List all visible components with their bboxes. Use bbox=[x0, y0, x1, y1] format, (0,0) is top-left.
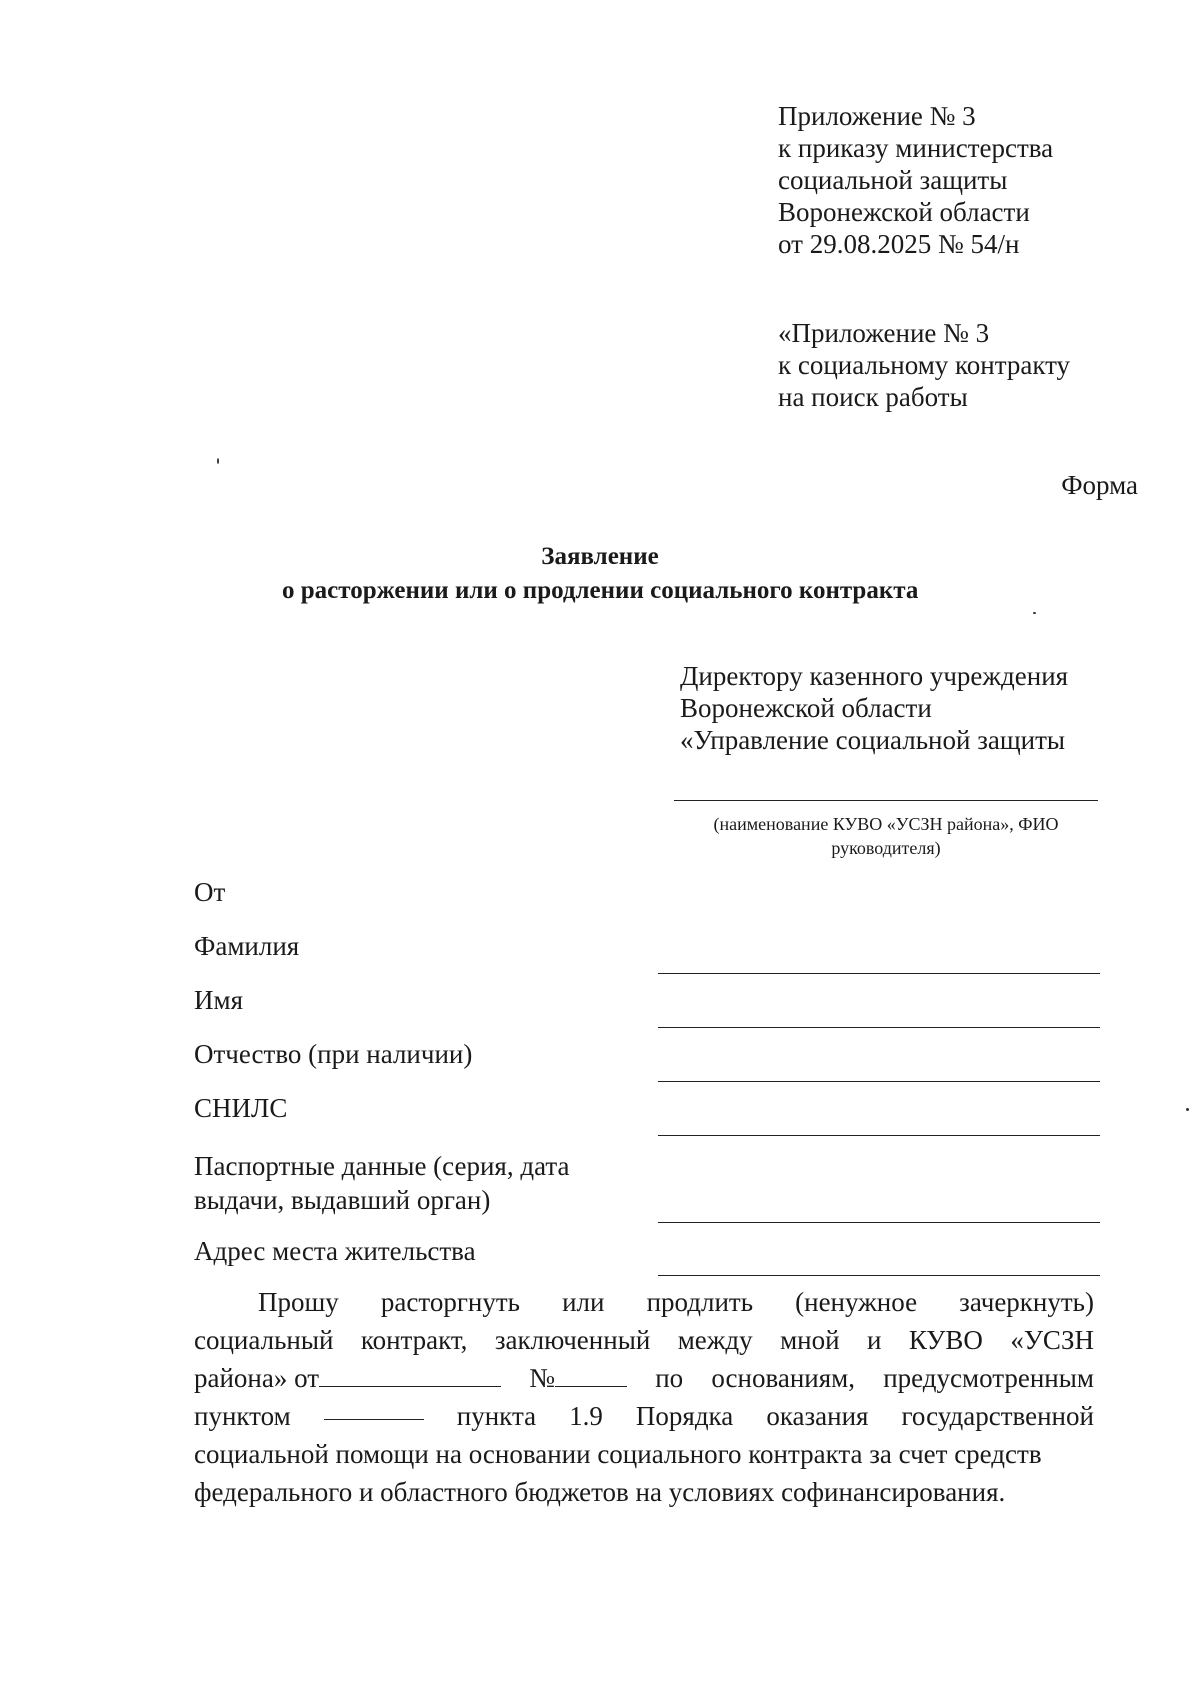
word: (ненужное bbox=[795, 1287, 918, 1317]
word: «УСЗН bbox=[1010, 1325, 1094, 1355]
request-paragraph bbox=[194, 1283, 1094, 1511]
address-label: Адрес места жительства bbox=[194, 1236, 476, 1266]
snils-label: СНИЛС bbox=[194, 1093, 288, 1123]
word: мной bbox=[780, 1325, 840, 1355]
sentence-part: федерального и областного бюджетов на условиях софинансирования. bbox=[194, 1477, 1006, 1507]
first-name-field[interactable] bbox=[658, 1027, 1100, 1028]
appendix-contract-block bbox=[778, 317, 1070, 413]
word: зачеркнуть) bbox=[959, 1287, 1094, 1317]
surname-field[interactable] bbox=[658, 973, 1100, 974]
surname-label: Фамилия bbox=[194, 931, 300, 961]
first-name-label: Имя bbox=[194, 985, 244, 1015]
passport-field[interactable] bbox=[658, 1222, 1100, 1223]
addressee-line: Директору казенного учреждения bbox=[680, 661, 1069, 691]
request-line-5 bbox=[194, 1435, 1094, 1473]
word: расторгнуть bbox=[380, 1287, 520, 1317]
patronymic-label: Отчество (при наличии) bbox=[194, 1039, 473, 1069]
appendix-contract-line: на поиск работы bbox=[778, 382, 968, 412]
scan-speck bbox=[217, 458, 219, 464]
request-line-2 bbox=[194, 1321, 1094, 1359]
appendix-order-line: Приложение № 3 bbox=[778, 101, 976, 131]
word: предусмотренным bbox=[883, 1363, 1094, 1393]
word: оказания bbox=[766, 1401, 869, 1431]
request-line-4 bbox=[194, 1397, 1094, 1435]
scan-speck bbox=[1033, 612, 1036, 614]
addressee-block bbox=[680, 660, 1068, 756]
word: Прошу bbox=[258, 1287, 339, 1317]
scan-speck bbox=[1186, 1108, 1189, 1111]
clause-number-blank[interactable] bbox=[324, 1397, 424, 1420]
addressee-caption-line: руководителя) bbox=[831, 838, 941, 858]
sentence-part: социальной помощи на основании социального контракта за счет средств bbox=[194, 1439, 1042, 1469]
word: 1.9 bbox=[569, 1401, 603, 1431]
contract-number-blank[interactable] bbox=[555, 1364, 627, 1387]
appendix-order-line: к приказу министерства bbox=[778, 133, 1054, 163]
word: основаниям, bbox=[711, 1363, 855, 1393]
word: пункта bbox=[456, 1401, 537, 1431]
patronymic-field[interactable] bbox=[658, 1081, 1100, 1082]
word: контракт, bbox=[360, 1325, 468, 1355]
passport-label-cont: выдачи, выдавший орган) bbox=[194, 1185, 491, 1215]
word: № bbox=[529, 1363, 556, 1393]
request-line-6 bbox=[194, 1473, 1094, 1511]
word: пунктом bbox=[194, 1401, 291, 1431]
passport-label: Паспортные данные (серия, дата bbox=[194, 1151, 570, 1181]
word: или bbox=[562, 1287, 605, 1317]
addressee-line: Воронежской области bbox=[680, 693, 932, 723]
request-line-3 bbox=[194, 1359, 1094, 1397]
word: КУВО bbox=[908, 1325, 983, 1355]
word: государственной bbox=[901, 1401, 1094, 1431]
word: Порядка bbox=[635, 1401, 734, 1431]
word: по bbox=[655, 1363, 684, 1393]
addressee-fill-line[interactable] bbox=[674, 800, 1098, 801]
appendix-contract-line: «Приложение № 3 bbox=[778, 318, 990, 348]
appendix-order-line: от 29.08.2025 № 54/н bbox=[778, 229, 1020, 259]
form-label: Форма bbox=[1061, 470, 1138, 500]
appendix-order-block bbox=[778, 100, 1053, 260]
document-title: Заявление bbox=[541, 543, 659, 570]
word: социальный bbox=[194, 1325, 334, 1355]
request-line-1 bbox=[194, 1283, 1094, 1321]
addressee-line: «Управление социальной защиты bbox=[680, 725, 1066, 755]
word: заключенный bbox=[494, 1325, 651, 1355]
appendix-order-line: Воронежской области bbox=[778, 197, 1030, 227]
appendix-order-line: социальной защиты bbox=[778, 165, 1008, 195]
address-field[interactable] bbox=[658, 1275, 1100, 1276]
word: и bbox=[866, 1325, 882, 1355]
snils-field[interactable] bbox=[658, 1135, 1100, 1136]
words-group bbox=[194, 1359, 501, 1397]
word: района» bbox=[194, 1363, 288, 1393]
word: между bbox=[677, 1325, 753, 1355]
words-group bbox=[529, 1359, 627, 1397]
addressee-caption-line: (наименование КУВО «УСЗН района», ФИО bbox=[713, 814, 1059, 834]
word: от bbox=[294, 1363, 320, 1393]
document-subtitle: о расторжении или о продлении социального контракта bbox=[282, 577, 919, 604]
addressee-caption bbox=[674, 812, 1098, 860]
word: продлить bbox=[646, 1287, 754, 1317]
contract-date-blank[interactable] bbox=[319, 1364, 501, 1387]
from-label: От bbox=[194, 877, 226, 907]
appendix-contract-line: к социальному контракту bbox=[778, 350, 1071, 380]
